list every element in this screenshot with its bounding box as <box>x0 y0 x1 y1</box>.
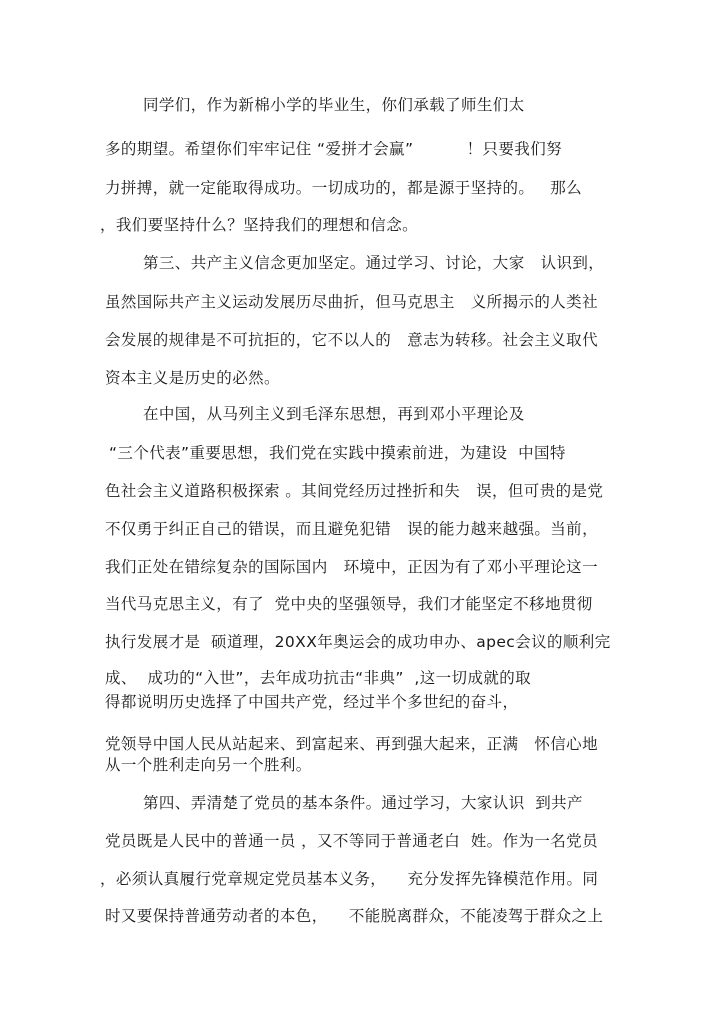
text-line: 力拼搏，就一定能取得成功。一切成功的，都是源于坚持的。 那么 <box>105 179 583 197</box>
text-line: 色社会主义道路积极探索 。其间党经历过挫折和失 误，但可贵的是党 <box>105 482 604 500</box>
text-line: 从一个胜利走向另一个胜利。 <box>105 756 312 774</box>
text-line: 第三、共产主义信念更加坚定。通过学习、讨论，大家 认识到， <box>143 254 605 272</box>
text-line: ，我们要坚持什么？坚持我们的理想和信念。 <box>100 216 419 234</box>
text-line: 第四、弄清楚了党员的基本条件。通过学习，大家认识 到共产 <box>143 794 583 812</box>
text-line: 不仅勇于纠正自己的错误，而且避免犯错 误的能力越来越强。当前， <box>105 520 598 538</box>
text-line: 资本主义是历史的必然。 <box>105 369 280 387</box>
text-line: 多的期望。希望你们牢牢记住 “爱拼才会赢” ！只要我们努 <box>105 140 563 158</box>
text-line: 执行发展才是 硕道理，20XX年奥运会的成功申办、apec会议的顺利完 <box>105 633 611 651</box>
text-line: 我们正处在错综复杂的国际国内 环境中，正因为有了邓小平理论这一 <box>105 558 598 576</box>
text-line: 党员既是人民中的普通一员 ，又不等同于普通老白 姓。作为一名党员 <box>105 832 598 850</box>
text-line: 党领导中国人民从站起来、到富起来、再到强大起来，正满 怀信心地 <box>105 735 598 753</box>
text-line: 同学们，作为新棉小学的毕业生，你们承载了师生们太 <box>143 96 525 114</box>
text-line: 虽然国际共产主义运动发展历尽曲折，但马克思主 义所揭示的人类社 <box>105 293 598 311</box>
text-line: “三个代表”重要思想，我们党在实践中摸索前进，为建设 中国特 <box>109 444 566 462</box>
text-line: 得都说明历史选择了中国共产党，经过半个多世纪的奋斗， <box>105 693 519 711</box>
text-line: 在中国，从马列主义到毛泽东思想，再到邓小平理论及 <box>143 405 525 423</box>
text-line: 时又要保持普通劳动者的本色， 不能脱离群众，不能凌驾于群众之上 <box>105 907 604 925</box>
text-line: ，必须认真履行党章规定党员基本义务， 充分发挥先锋模范作用。同 <box>100 870 599 888</box>
text-line: 会发展的规律是不可抗拒的，它不以人的 意志为转移。社会主义取代 <box>105 331 598 349</box>
text-line: 当代马克思主义，有了 党中央的坚强领导，我们才能坚定不移地贯彻 <box>105 595 593 613</box>
text-line: 成、 成功的“入世”，去年成功抗击“非典” ,这一切成就的取 <box>105 669 532 687</box>
